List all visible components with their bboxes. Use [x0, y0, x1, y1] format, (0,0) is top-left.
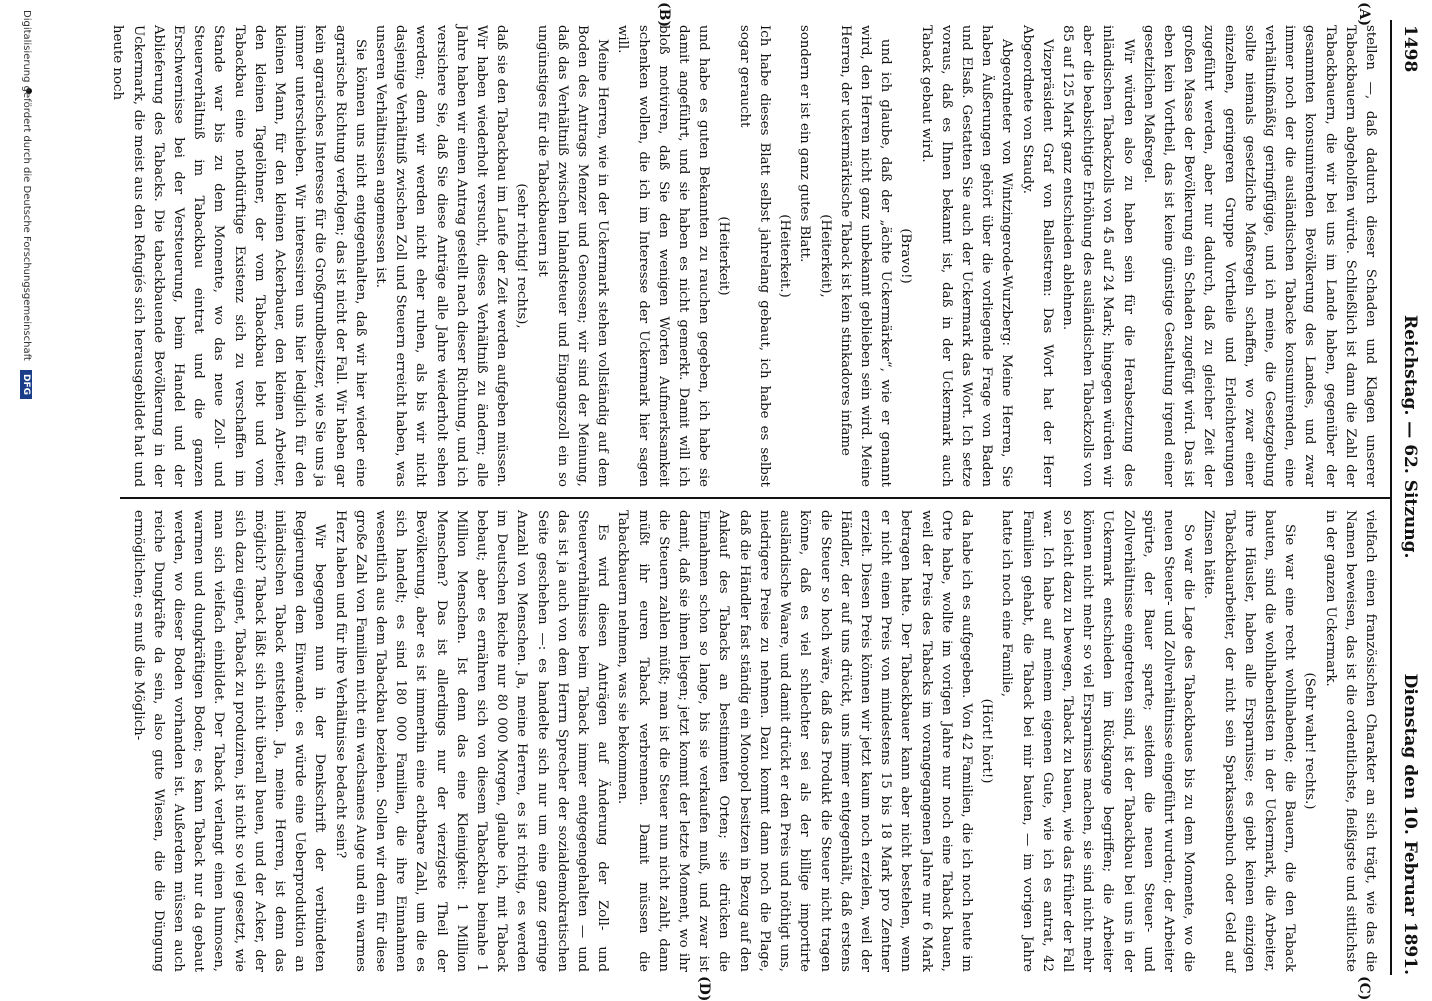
footer-text: Digitalisierung gefördert durch die Deutsche Forschungsgemeinschaft	[21, 10, 32, 361]
paragraph: stellen —, daß dadurch dieser Schaden und Klagen unserer Tabackbauern abgeholfen würde. Schließlich ist dann die Zahl der Tabackbauern, die wir bei uns im Lande haben, gegenüber der gesammten konsumirenden Bevölkerung des Landes, und zwar immer noch der die ausländischen Tabacke konsumirenden, eine verhältnißmäßig geringfügige, und ich meine, die Gesetzgebung sollte niemals gesetzliche Maßregeln schaffen, wo zwar einer einzelnen, geringeren Gruppe Vortheile und Erleichterungen zugeführt werden, aber nur dadurch, daß zu gleicher Zeit der großen Masse der Bevölkerung ein Schaden zugefügt wird. Das ist eben kein Vortheil, das ist keine günstige Gestaltung irgend einer gesetzlichen Maßregel.	[1140, 25, 1378, 487]
page-header	[1396, 25, 1420, 975]
paragraph: Meine Herren, wie in der Uckermark stehen vollständig auf dem Boden des Antrags Menzer und Genossen; wir sind der Meinung, daß das Verhältniß zwischen Inlandsteuer und Eingangszoll ein so ungünstiges für die Tabackbauern ist	[534, 25, 611, 487]
paragraph: da habe ich es aufgegeben. Von 42 Familien, die ich noch heute im Orte habe, wollte im vorigen Jahre nur noch eine Taback bauen, weil der Preis des Tabacks im vorangegangenen Jahre nur 6 Mark betragen hatte. Der Tabackbauer kann aber nicht bestehen, wenn er nicht einen Preis von mindestens 15 bis 18 Mark pro Zentner erzielt. Diesen Preis können wir jetzt kaum noch erzielen, weil der Händler, der auf uns drückt, uns immer entgegenhält, daß erstens die Steuer so hoch wäre, daß das Produkt die Steuer nicht tragen könne, daß es viel schlechter sei als der billige importirte ausländische Waare, und damit drückt er den Preis und nöthigt uns, niedrigere Preise zu nehmen. Dazu kommt dann noch die Plage, daß die Händler fast ständig ein Monopol besitzen in Bezug auf den Ankauf des Tabacks an bestimmten Orten; sie drücken die Einnahmen schon so lange, bis sie verkaufen muß, und zwar ist damit, daß sie ihnen liegen; jetzt kommt der letzte Moment, wo ihr die Steuern zahlen müßt; man ist die Steuer nun nicht zahlt, dann müßt ihr euren Taback verbrennen. Damit müssen die Tabackbauern nehmen, was sie bekommen.	[615, 510, 974, 972]
margin-mark-d: (D)	[696, 976, 712, 1001]
interjection: (sehr richtig! rechts),	[514, 183, 530, 329]
paragraph: Sie war eine recht wohlhabende; die Bauern, die den Taback bauten, sind die wohlhabendsten in der Uckermark, die Arbeiter, ihre Häusler, haben alle Ersparnisse; es giebt keinen einzigen Tabackbauarbeiter, der nicht sein Sparkassenbuch oder Geld auf Zinsen hätte.	[1201, 510, 1298, 972]
column-divider	[120, 497, 1390, 499]
paragraph: vielfach einen französischen Charakter an sich trägt, wie das die Namen beweisen, das ist die ordentlichste, fleißigste und sittlichste in der ganzen Uckermark.	[1322, 510, 1378, 972]
margin-mark-b: (B)	[656, 2, 672, 28]
header-title: Reichstag. — 62. Sitzung.	[1400, 315, 1420, 559]
digitization-footer	[20, 10, 32, 399]
paragraph: sondern er ist ein ganz gutes Blatt.	[797, 25, 813, 263]
paragraph: Es wird diesen Anträgen auf Änderung der Zoll- und Steuerverhältnisse beim Taback immer entgegengehalten — und das ist ja auch von dem Herrn Sprecher der sozialdemokratischen Seite geschehen —: es handelte sich nur um eine ganz geringe Anzahl von Menschen. Ja, meine Herren, es ist richtig, es werden im Deutschen Reiche nur 80 000 Morgen, glaube ich, mit Taback bebaut; aber es ernähren sich von diesem Tabackbau beinahe 1 Million Menschen. Ist denn das eine Kleinigkeit: 1 Million Menschen? Das ist allerdings nur der vierzigste Theil der Bevölkerung, aber es ist immerhin eine achtbare Zahl, um die es sich handelt; es sind 180 000 Familien, die ihre Einnahmen wesentlich aus dem Tabackbau beziehen. Sollen wir denn für diese große Zahl von Familien nicht ein wachsames Auge und ein warmes Herz haben und für ihre Verhältnisse bedacht sein?	[332, 510, 611, 972]
left-text-column	[110, 25, 1380, 487]
margin-mark-c: (C)	[1356, 976, 1372, 1001]
dfg-logo-icon: DFG	[20, 370, 32, 399]
header-rule	[1390, 20, 1392, 975]
interjection: (Sehr wahr! rechts.)	[1302, 672, 1318, 810]
paragraph: und habe es guten Bekannten zu rauchen gegeben, ich habe sie damit angeführt, und sie haben es nicht gemerkt. Damit will ich bloß motiviren, daß Sie den wenigen Worten Aufmerksamkeit schenken wollen, die ich im Interesse der Uckermark hier sagen will.	[615, 25, 712, 487]
margin-mark-a: (A)	[1356, 2, 1372, 27]
paragraph: Sie können uns nicht entgegenhalten, daß wir hier wieder eine agrarische Richtung verfolgen; das ist nicht der Fall. Wir haben gar kein agrarisches Interesse für die Großgrundbesitzer, wie Sie uns ja immer unterschieben. Wir interessiren uns hier lediglich für den kleinen Mann, für den kleinen Ackerbauer, den kleinen Arbeiter, den kleinen Tagelöhner, der vom Tabackbau lebt und vom Tabackbau eine nothdürftige Existenz sich zu verschaffen im Stande war bis zu dem Momente, wo das neue Zoll- und Steuerverhältniß im Tabackbau eintrat und die ganzen Erschwernisse bei der Versteuerung, beim Handel und der Ablieferung des Tabacks. Die tabackbauende Bevölkerung in der Uckermark, die meist aus den Refugiés sich herausgebildet hat und heute noch	[110, 25, 368, 487]
paragraph: und ich glaube, daß der „ächte Uckermärker“, wie er genannt wird, den Herren nicht ganz unbekannt geblieben sein wird. Meine Herren, der uckermärkische Taback ist kein stinkadores infame	[837, 25, 894, 487]
header-date: Dienstag den 10. Februar 1891.	[1400, 673, 1420, 975]
page-number: 1498	[1400, 25, 1420, 73]
paragraph: Abgeordneter von Wintzingerode-Wurzberg: Meine Herren, Sie haben Äußerungen gehört über die vorliegende Frage von Baden und Elsaß. Gestatten Sie auch der Uckermark das Wort. Ich setze voraus, daß es Ihnen bekannt ist, daß in der Uckermark auch Taback gebaut wird.	[918, 25, 1015, 487]
paragraph: Ich habe dieses Blatt selbst jahrelang gebaut, ich habe es selbst sogar geraucht	[736, 25, 772, 487]
paragraph: Wir würden also zu haben sein für die Herabsetzung des inländischen Tabackzolls von 45 auf 24 Mark; hingegen würden wir aber die beabsichtigte Erhöhung des ausländischen Tabackzolls von 85 auf 125 Mark ganz entschieden ablehnen.	[1059, 25, 1136, 487]
paragraph: daß sie den Tabackbau im Laufe der Zeit werden aufgeben müssen. Wir haben wiederholt versucht, dieses Verhältniß zu ändern; alle Jahre haben wir einen Antrag gestellt nach dieser Richtung, und ich versichere Sie, daß Sie diese Anträge alle Jahre wiederholt sehen werden; denn wir werden nicht eher ruhen, als bis wir nicht dasjenige Verhältniß zwischen Zoll und Steuern erreicht haben, was unseren Verhältnissen angemessen ist.	[373, 25, 510, 487]
paragraph: Vizepräsident Graf von Ballestrem: Das Wort hat der Herr Abgeordnete von Staudy.	[1019, 25, 1055, 487]
interjection: (Hört! hört!)	[979, 698, 995, 784]
paragraph: Wir begegnen nun in der Denkschrift der verbündeten Regierungen dem Einwande: es würde eine Ueberproduktion an inländischen Taback entstehen. Ja, meine Herren, ist denn das möglich? Taback läßt sich nicht überall bauen, und der Acker, der sich dazu eignet, Taback zu produziren, ist nicht so viel gesetzt, wie man sich vielfach einbildet. Der Taback verlangt einen humosen, warmen und dungkräftigen Boden; es kann Taback nur da gebaut werden, wo dieser Boden vorhanden ist. Außerdem müssen auch reiche Dungkräfte da sein, also gute Wiesen, die die Düngung ermöglichen; es muß die Möglich-	[130, 510, 328, 972]
interjection: (Bravo!)	[898, 228, 914, 284]
interjection: (Heiterkeit)	[716, 216, 732, 296]
interjection: (Heiterkeit),	[817, 214, 833, 298]
paragraph: So war die Lage des Tabackbaues bis zu dem Momente, wo die neuen Steuer- und Zollverhältnisse eingeführt wurden; der Arbeiter spürte, der Bauer sparte; seitdem die neuen Steuer- und Zollverhältnisse eingetreten sind, ist der Tabackbau bei uns in der Uckermark entschieden im Rückgange begriffen; die Arbeiter können nicht mehr so viel Ersparnisse machen, sie sind nicht mehr so leicht dazu zu bewegen, Taback zu bauen, wie das früher der Fall war. Ich habe auf meinem eigenen Gute, wie ich es antrat, 42 Familien gehabt, die Taback bei mir bauten, — im vorigen Jahre hatte ich noch eine Familie,	[999, 510, 1197, 972]
interjection: (Heiterkeit.)	[777, 214, 793, 298]
right-text-column	[120, 510, 1380, 972]
